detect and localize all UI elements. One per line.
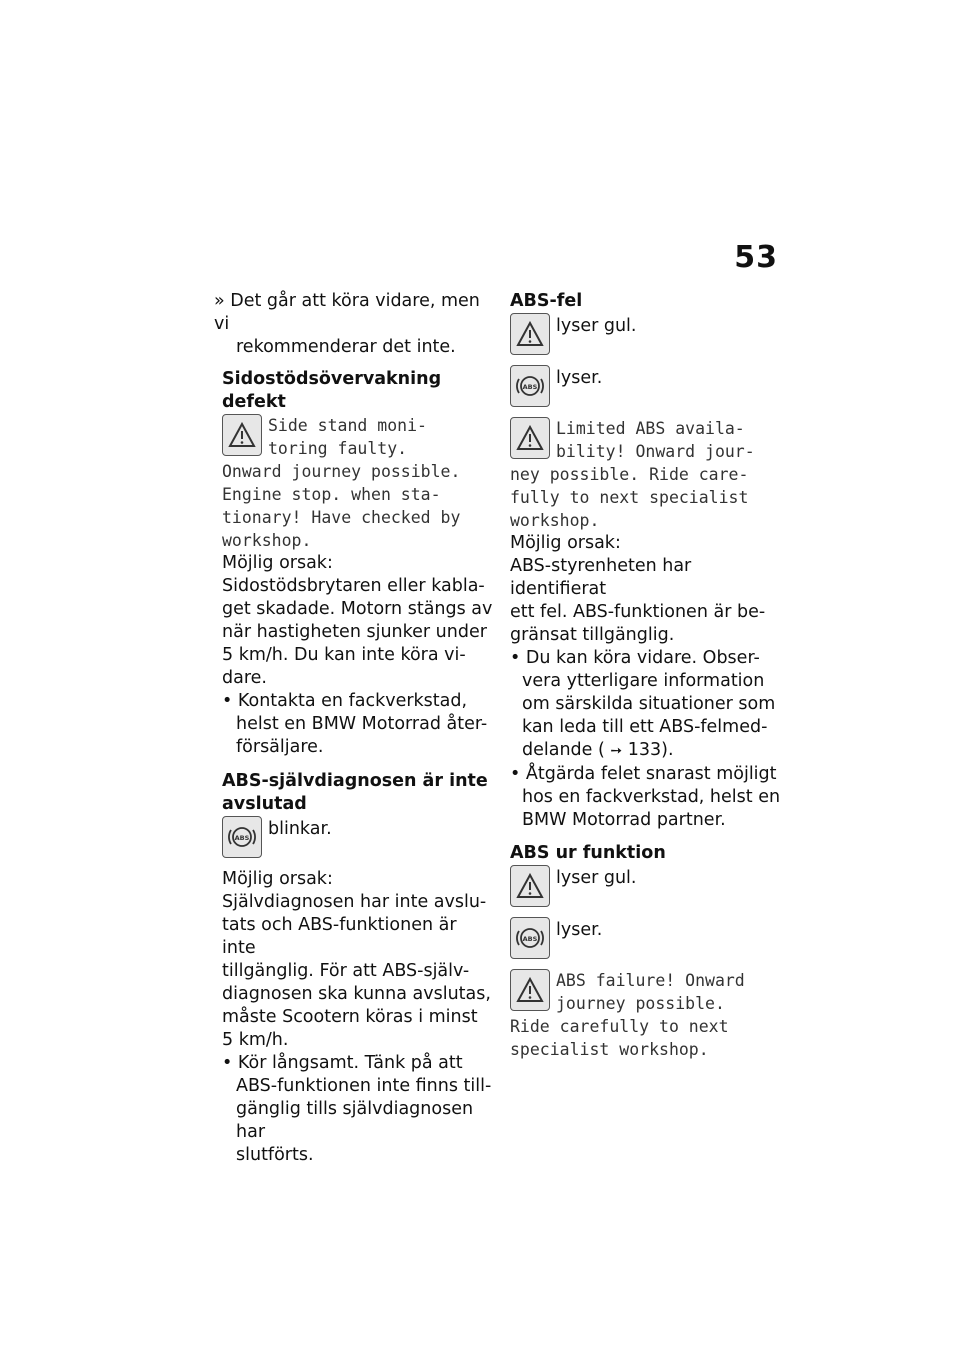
mono-text: workshop. [222,531,312,550]
abs-icon [222,816,262,858]
mono-text: toring faulty. [268,439,408,458]
bullet-item: om särskilda situationer som [522,694,776,714]
body-text: ABS-styrenheten har identifierat [510,556,692,599]
body-text: get skadade. Motorn stängs av [222,599,493,619]
bullet-item: helst en BMW Motorrad åter- [236,714,488,734]
mono-text: tionary! Have checked by [222,508,461,527]
bullet-item: ABS-funktionen inte finns till- [236,1076,492,1096]
mono-text: ABS failure! Onward [556,971,745,990]
svg-text:ABS: ABS [522,935,538,943]
mono-text: bility! Onward jour- [556,442,755,461]
body-text: tats och ABS-funktionen är inte [222,915,457,958]
bullet-item: slutförts. [236,1145,314,1165]
page-ref-link[interactable]: 133). [627,740,674,760]
page-number: 53 [734,240,778,275]
bullet-item: • Kör långsamt. Tänk på att [222,1053,463,1073]
warning-triangle-icon [510,865,550,907]
cause-label: Möjlig orsak: [222,553,333,573]
bullet-item: • Kontakta en fackverkstad, [222,691,468,711]
body-text: diagnosen ska kunna avslutas, [222,984,491,1004]
bullet-item: • Du kan köra vidare. Obser- [510,648,760,668]
mono-text: workshop. [510,511,600,530]
body-text: dare. [222,668,267,688]
body-text: 5 km/h. [222,1030,289,1050]
page-ref-arrow-icon: ➙ [610,743,623,759]
icon-status-text: blinkar. [268,819,332,839]
abs-selfdiag-row [222,816,494,858]
body-text: Sidostödsbrytaren eller kabla- [222,576,485,596]
svg-text:ABS: ABS [234,834,250,842]
section-title-abs-fault: ABS-fel [510,291,583,311]
mono-text: Limited ABS availa- [556,419,745,438]
section-title-abs-failure: ABS ur funktion [510,843,666,863]
cause-label: Möjlig orsak: [222,869,333,889]
body-text: 5 km/h. Du kan inte köra vi- [222,645,466,665]
svg-text:ABS: ABS [522,383,538,391]
abs-icon [510,365,550,407]
right-column [510,290,786,1061]
section-title-abs-selfdiag: ABS-självdiagnosen är inte [222,771,488,791]
section-title-abs-selfdiag: avslutad [222,794,307,814]
mono-text: Onward journey possible. [222,462,461,481]
bullet-item: vera ytterligare information [522,671,765,691]
warning-triangle-icon [510,969,550,1011]
mono-text: fully to next specialist [510,488,749,507]
icon-status-text: lyser. [556,368,603,388]
body-text: när hastigheten sjunker under [222,622,487,642]
bullet-item: BMW Motorrad partner. [522,810,726,830]
warning-triangle-icon [222,414,262,456]
abs-fault-message-row [510,417,786,463]
body-text: Självdiagnosen har inte avslu- [222,892,487,912]
icon-status-text: lyser. [556,920,603,940]
abs-failure-abs-row [510,917,786,959]
section-title-side-stand: Sidostödsövervakning defekt [222,369,442,412]
abs-failure-message-row [510,969,786,1015]
intro-line: » Det går att köra vidare, men vi [214,291,480,334]
mono-text: ney possible. Ride care- [510,465,749,484]
bullet-item: • Åtgärda felet snarast möjligt [510,764,777,784]
abs-fault-abs-row [510,365,786,407]
mono-text: Ride carefully to next [510,1017,729,1036]
warning-triangle-icon [510,417,550,459]
intro-line: rekommenderar det inte. [236,337,456,357]
abs-fault-warning-row [510,313,786,355]
body-text: måste Scootern köras i minst [222,1007,478,1027]
mono-text: journey possible. [556,994,725,1013]
mono-text: Engine stop. when sta- [222,485,441,504]
abs-failure-warning-row [510,865,786,907]
bullet-item: gänglig tills självdiagnosen har [236,1099,474,1142]
cause-label: Möjlig orsak: [510,533,621,553]
abs-icon [510,917,550,959]
body-text: gränsat tillgänglig. [510,625,675,645]
icon-status-text: lyser gul. [556,316,637,336]
body-text: ett fel. ABS-funktionen är be- [510,602,766,622]
mono-text: Side stand moni- [268,416,427,435]
bullet-item: försäljare. [236,737,324,757]
mono-text: specialist workshop. [510,1040,709,1059]
icon-status-text: lyser gul. [556,868,637,888]
bullet-item: hos en fackverkstad, helst en [522,787,781,807]
bullet-item: kan leda till ett ABS-felmed- [522,717,768,737]
bullet-item-with-ref [510,739,786,763]
bullet-text: delande ( [522,740,605,760]
warning-triangle-icon [510,313,550,355]
body-text: tillgänglig. För att ABS-själv- [222,961,470,981]
left-column [214,290,494,1167]
side-stand-message-row [222,414,494,460]
